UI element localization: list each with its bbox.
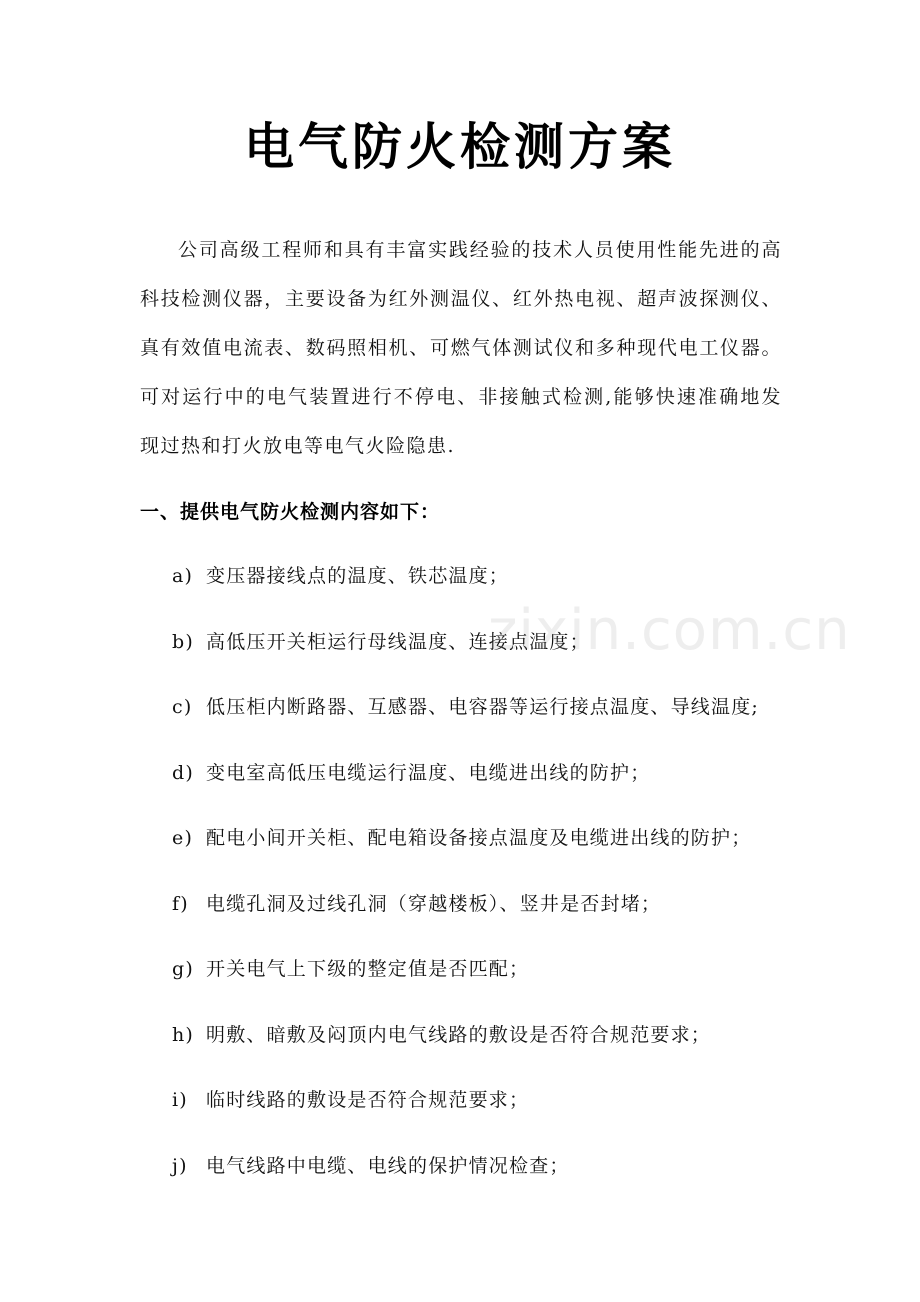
list-item [172,1015,792,1081]
item-text: 变电室高低压电缆运行温度、电缆进出线的防护； [206,761,651,784]
list-item [172,884,792,950]
item-text: 低压柜内断路器、互感器、电容器等运行接点温度、导线温度; [206,696,760,718]
intro-paragraph: 公司高级工程师和具有丰富实践经验的技术人员使用性能先进的高科技检测仪器，主要设备为红外测温仪、红外热电视、超声波探测仪、真有效值电流表、数码照相机、可燃气体测试仪和多种现代电工仪器。可对运行中的电气装置进行不停电、非接触式检测,能够快速准确地发现过热和打火放电等电气火险隐患. [140,239,782,457]
item-marker: b) [172,630,194,653]
list-item [172,1080,792,1146]
list-item [172,949,792,1015]
item-text: 电缆孔洞及过线孔洞（穿越楼板）、竖井是否封堵； [206,892,662,915]
item-text: 明敷、暗敷及闷顶内电气线路的敷设是否符合规范要求； [206,1023,712,1046]
list-item [172,687,792,753]
item-text: 开关电气上下级的整定值是否匹配； [206,958,530,980]
item-text: 变压器接线点的温度、铁芯温度； [206,565,510,587]
list-item [172,556,792,622]
item-marker: a) [172,565,194,587]
item-marker: d) [172,761,194,784]
document-title: 电气防火检测方案 [244,117,676,176]
item-text: 高低压开关柜运行母线温度、连接点温度； [206,630,590,653]
item-text: 电气线路中电缆、电线的保护情况检查； [206,1154,570,1177]
item-marker: g) [172,958,194,980]
item-text: 临时线路的敷设是否符合规范要求； [206,1089,530,1111]
list-item [172,753,792,819]
item-marker: f) [172,892,189,915]
list-item [172,622,792,688]
list-item [172,818,792,884]
item-text: 配电小间开关柜、配电箱设备接点温度及电缆进出线的防护； [206,827,752,849]
section-heading: 一、提供电气防火检测内容如下： [140,501,441,523]
watermark: zixin.com.cn [488,598,851,663]
inspection-items-list [172,556,792,1211]
item-marker: i) [172,1089,188,1111]
item-marker: e) [172,827,194,849]
item-marker: c) [172,696,193,718]
item-marker: j) [172,1154,188,1177]
item-marker: h) [172,1023,195,1046]
list-item [172,1146,792,1212]
